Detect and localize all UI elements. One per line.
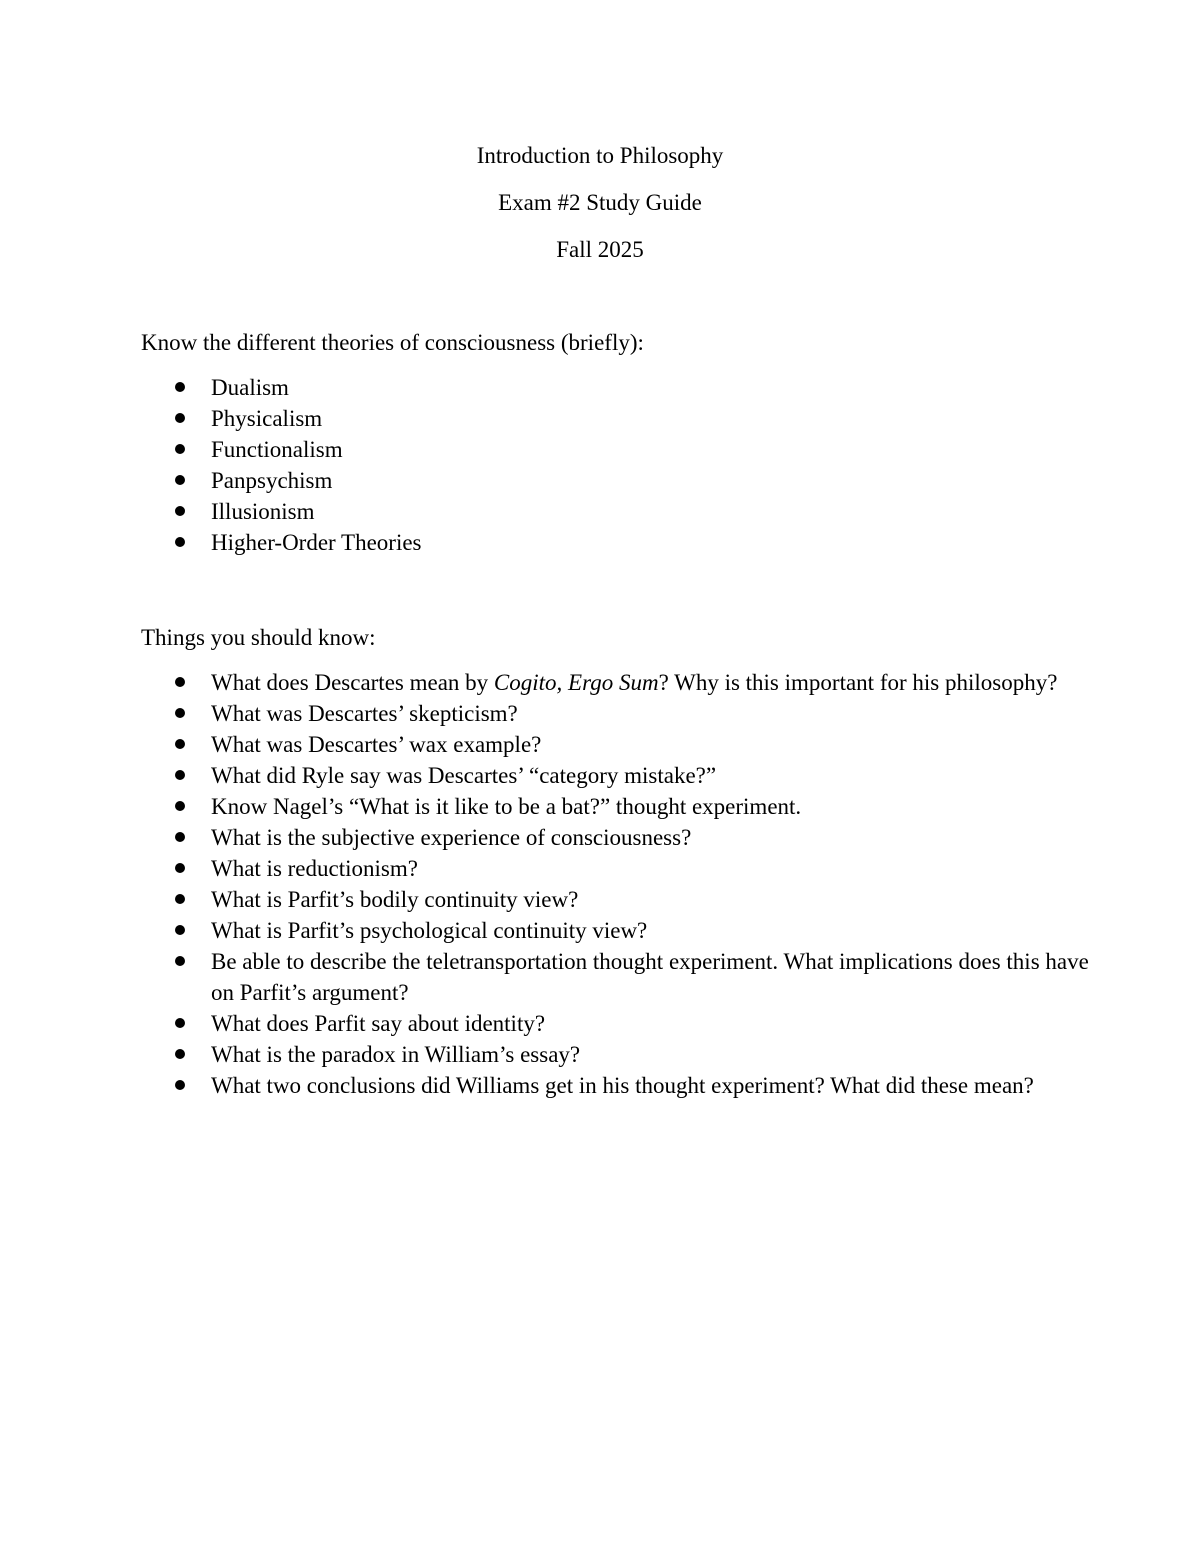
questions-section (141, 621, 1101, 1101)
bullet-icon (175, 894, 185, 904)
list-item: Panpsychism (141, 465, 1111, 496)
course-title: Introduction to Philosophy (476, 143, 724, 168)
bullet-icon (175, 444, 185, 454)
bullet-icon (175, 506, 185, 516)
bullet-icon (175, 1018, 185, 1028)
questions-intro: Things you should know: (141, 625, 376, 650)
bullet-icon (175, 382, 185, 392)
list-item: What is the paradox in William’s essay? (141, 1039, 1111, 1070)
bullet-icon (175, 801, 185, 811)
questions-list (141, 667, 1101, 1101)
list-item: What two conclusions did Williams get in his thought experiment? What did these mean? (141, 1070, 1111, 1101)
theories-section (141, 326, 1101, 558)
list-item: Be able to describe the teletransportation thought experiment. What implications does this have on Parfit’s argument? (141, 946, 1111, 1008)
document-heading (0, 138, 1200, 279)
list-item: Functionalism (141, 434, 1111, 465)
list-item: What did Ryle say was Descartes’ “category mistake?” (141, 760, 1111, 791)
list-item: What does Parfit say about identity? (141, 1008, 1111, 1039)
bullet-icon (175, 708, 185, 718)
bullet-icon (175, 956, 185, 966)
list-item: What does Descartes mean by Cogito, Ergo Sum? Why is this important for his philosophy? (141, 667, 1111, 698)
bullet-icon (175, 677, 185, 687)
list-item: What was Descartes’ wax example? (141, 729, 1111, 760)
list-item: What is Parfit’s psychological continuity view? (141, 915, 1111, 946)
list-item: What is the subjective experience of consciousness? (141, 822, 1111, 853)
bullet-icon (175, 1049, 185, 1059)
list-item: Know Nagel’s “What is it like to be a bat?” thought experiment. (141, 791, 1111, 822)
bullet-icon (175, 413, 185, 423)
list-item: Illusionism (141, 496, 1111, 527)
bullet-icon (175, 832, 185, 842)
bullet-icon (175, 537, 185, 547)
bullet-icon (175, 863, 185, 873)
list-item: What is Parfit’s bodily continuity view? (141, 884, 1111, 915)
bullet-icon (175, 475, 185, 485)
list-item: Physicalism (141, 403, 1111, 434)
list-item: What was Descartes’ skepticism? (141, 698, 1111, 729)
term-label: Fall 2025 (556, 237, 644, 262)
list-item: Higher-Order Theories (141, 527, 1111, 558)
list-item: What is reductionism? (141, 853, 1111, 884)
list-item: Dualism (141, 372, 1111, 403)
bullet-icon (175, 770, 185, 780)
bullet-icon (175, 1080, 185, 1090)
exam-title: Exam #2 Study Guide (498, 190, 702, 215)
bullet-icon (175, 925, 185, 935)
theories-list (141, 372, 1101, 558)
latin-phrase: Cogito, Ergo Sum (493, 670, 659, 695)
theories-intro: Know the different theories of consciousness (briefly): (141, 330, 644, 355)
bullet-icon (175, 739, 185, 749)
